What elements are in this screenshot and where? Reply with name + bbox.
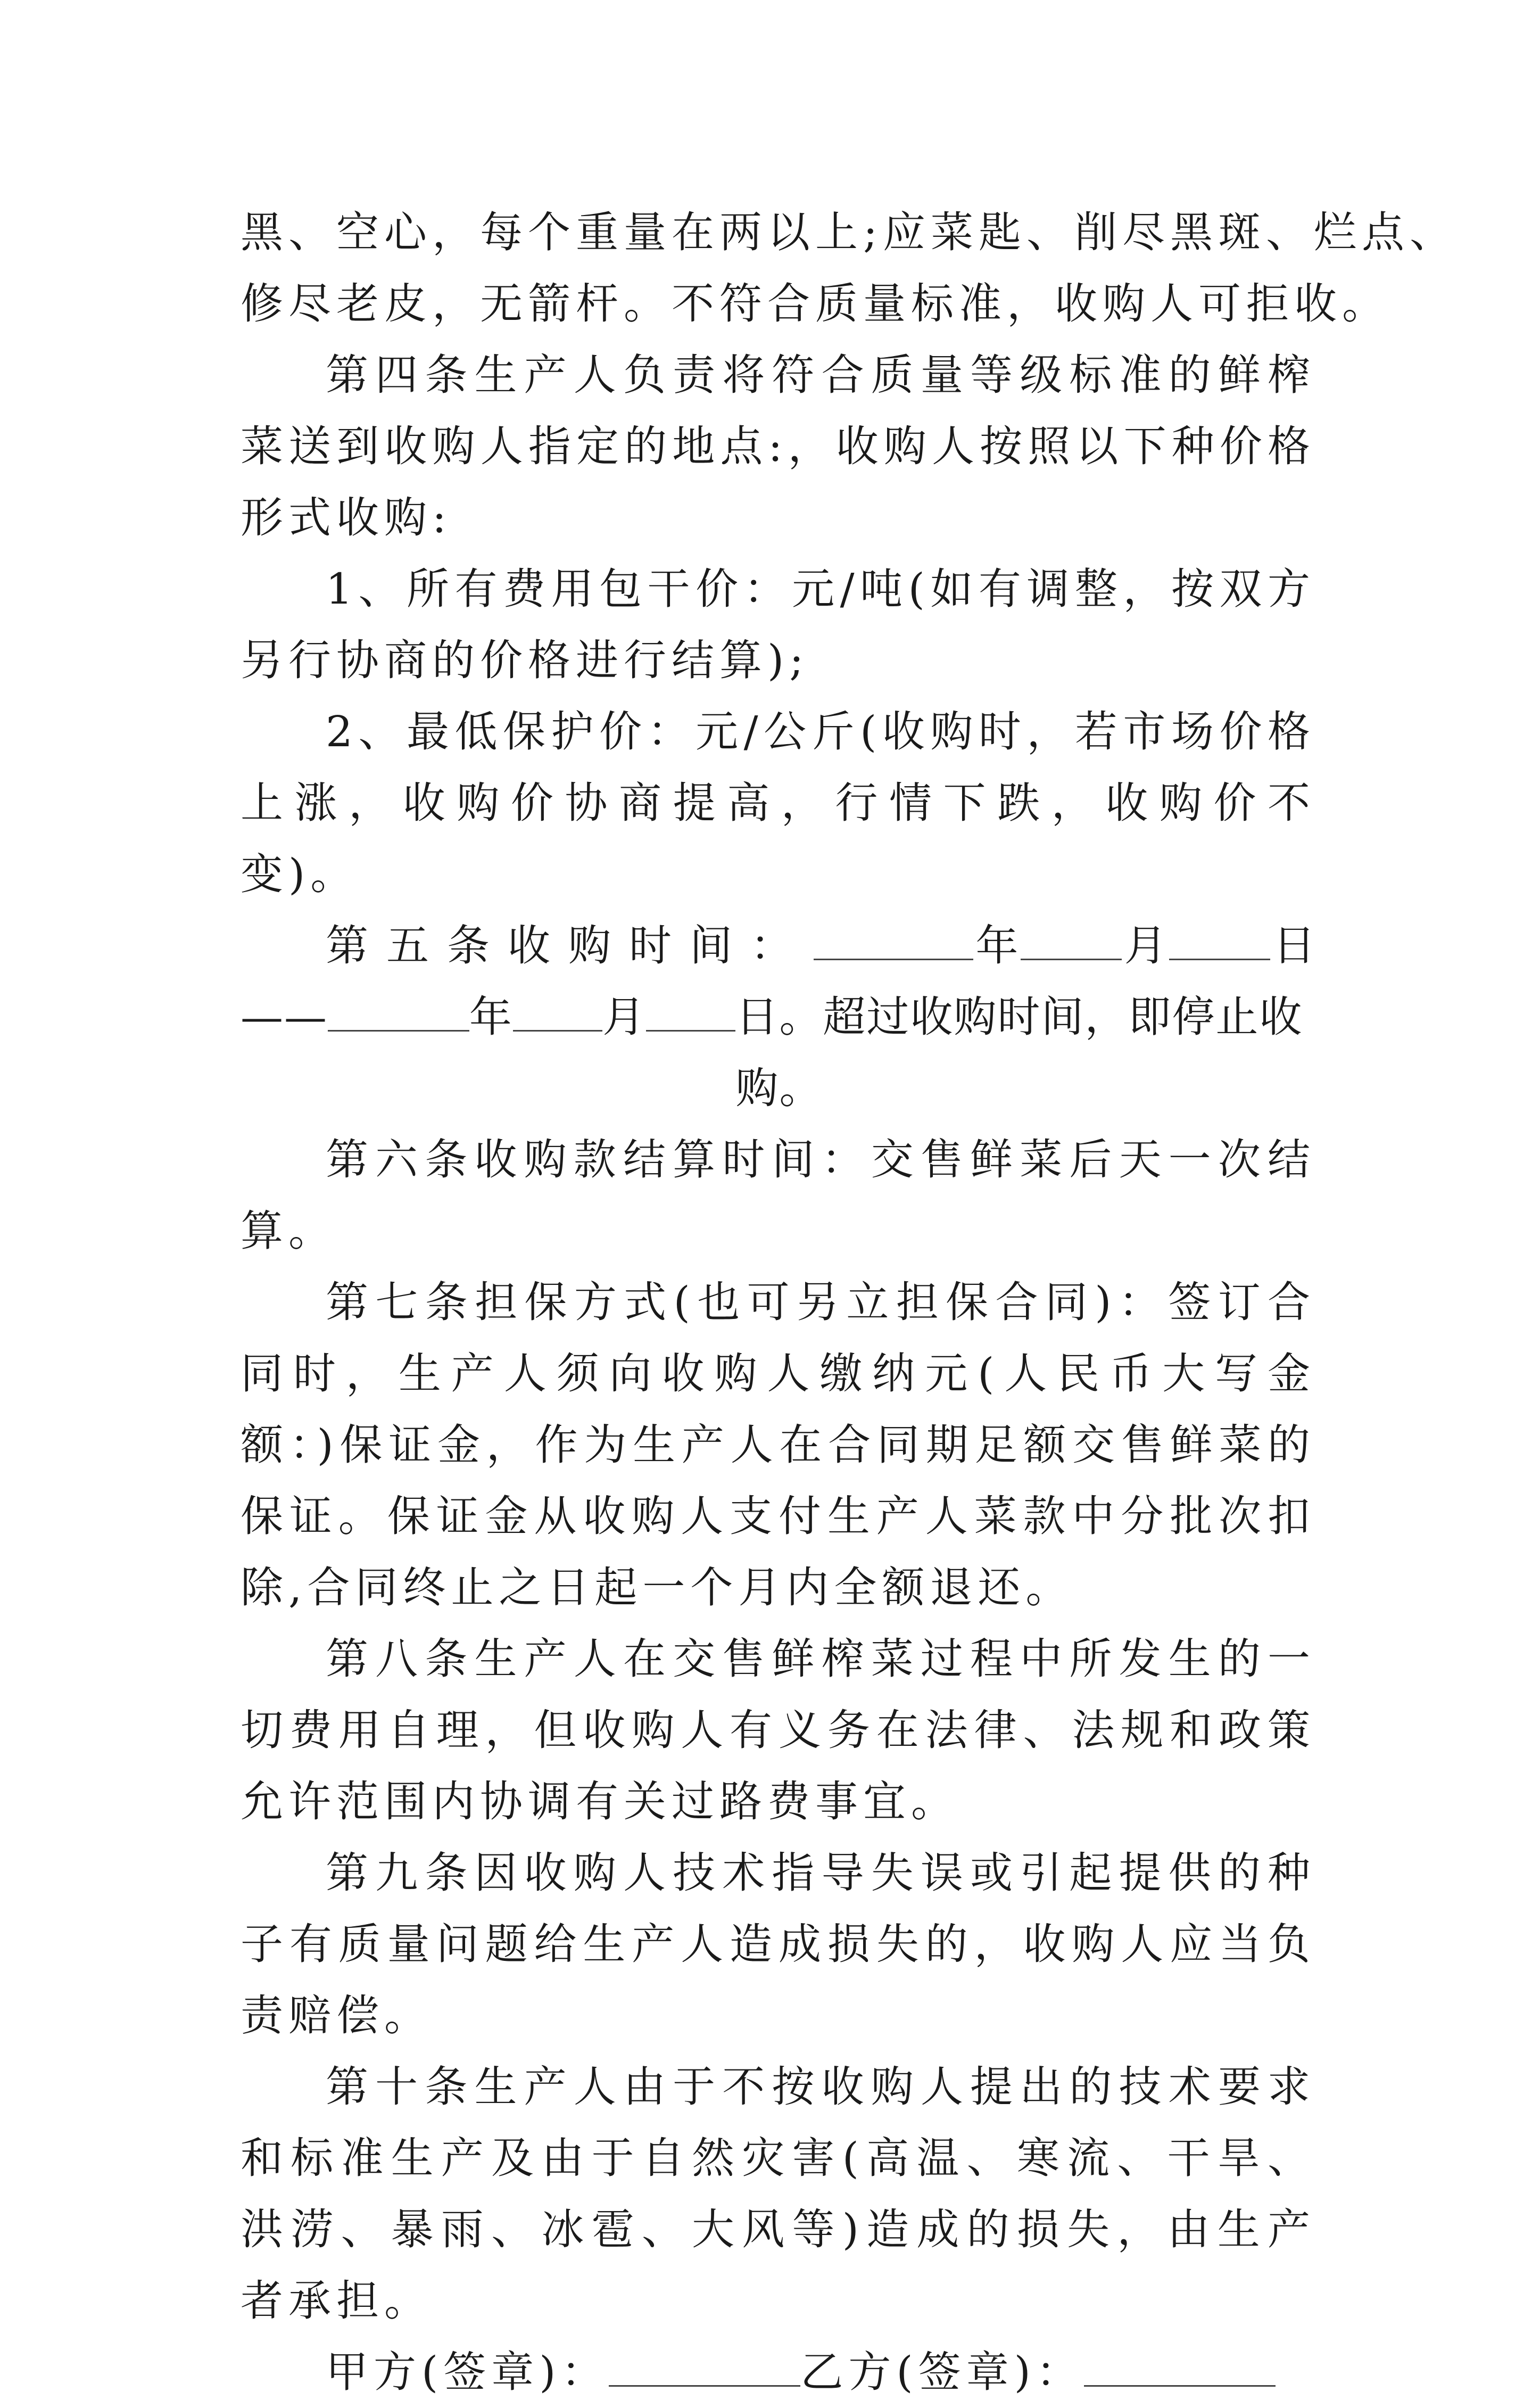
paragraph-article-9: 第九条因收购人技术指导失误或引起提供的种子有质量问题给生产人造成损失的，收购人应当负责赔偿。 xyxy=(241,1848,1315,2040)
blank-start-year xyxy=(814,920,973,960)
signature-row xyxy=(241,2337,1315,2408)
article-5-tail: 日。超过收购时间，即停止收购。 xyxy=(735,992,1303,1113)
month-label-2: 月 xyxy=(602,992,647,1042)
party-a-signature-blank xyxy=(609,2347,800,2387)
contract-body xyxy=(241,197,1458,2408)
blank-end-day xyxy=(646,992,735,1032)
paragraph-quality-continued xyxy=(241,197,1458,340)
paragraph-article-7: 第七条担保方式(也可另立担保合同)：签订合同时，生产人须向收购人缴纳元(人民币大写金额：)保证金，作为生产人在合同期足额交售鲜菜的保证。保证金从收购人支付生产人菜款中分批次扣除,合同终止之日起一个月内全额退还。 xyxy=(241,1277,1315,1612)
paragraph-article-8: 第八条生产人在交售鲜榨菜过程中所发生的一切费用自理，但收购人有义务在法律、法规和政策允许范围内协调有关过路费事宜。 xyxy=(241,1634,1315,1826)
article-5-label: 第五条收购时间： xyxy=(326,921,811,970)
paragraph-price-option-2: 2、最低保护价：元/公斤(收购时，若市场价格上涨，收购价协商提高，行情下跌，收购价不变)。 xyxy=(241,707,1315,899)
paragraph-price-option-1: 1、所有费用包干价：元/吨(如有调整，按双方另行协商的价格进行结算); xyxy=(241,564,1315,685)
text-line: 修尽老皮，无箭杆。不符合质量标准，收购人可拒收。 xyxy=(241,279,1390,328)
text-line: 黑、空心，每个重量在两以上;应菜匙、削尽黑斑、烂点、 xyxy=(241,208,1458,257)
blank-end-year xyxy=(328,992,469,1032)
paragraph-article-4: 第四条生产人负责将符合质量等级标准的鲜榨菜送到收购人指定的地点:，收购人按照以下种价格形式收购: xyxy=(241,350,1315,542)
paragraph-article-6: 第六条收购款结算时间：交售鲜菜后天一次结算。 xyxy=(241,1135,1315,1256)
party-b-signature-blank xyxy=(1084,2347,1276,2387)
day-label: 日 xyxy=(1272,921,1315,970)
blank-start-month xyxy=(1021,920,1122,960)
month-label: 月 xyxy=(1124,921,1167,970)
blank-end-month xyxy=(513,992,602,1032)
year-label-2: 年 xyxy=(469,992,513,1042)
blank-start-day xyxy=(1169,920,1270,960)
dash: —— xyxy=(241,992,328,1042)
party-a-label: 甲方(签章)： xyxy=(326,2347,609,2397)
party-b-label: 乙方(签章)： xyxy=(800,2347,1084,2397)
paragraph-article-10: 第十条生产人由于不按收购人提出的技术要求和标准生产及由于自然灾害(高温、寒流、干旱、洪涝、暴雨、冰雹、大风等)造成的损失，由生产者承担。 xyxy=(241,2062,1315,2325)
article-5-line-2 xyxy=(241,982,1315,1124)
year-label: 年 xyxy=(975,921,1019,970)
article-5-line-1 xyxy=(241,910,1315,982)
